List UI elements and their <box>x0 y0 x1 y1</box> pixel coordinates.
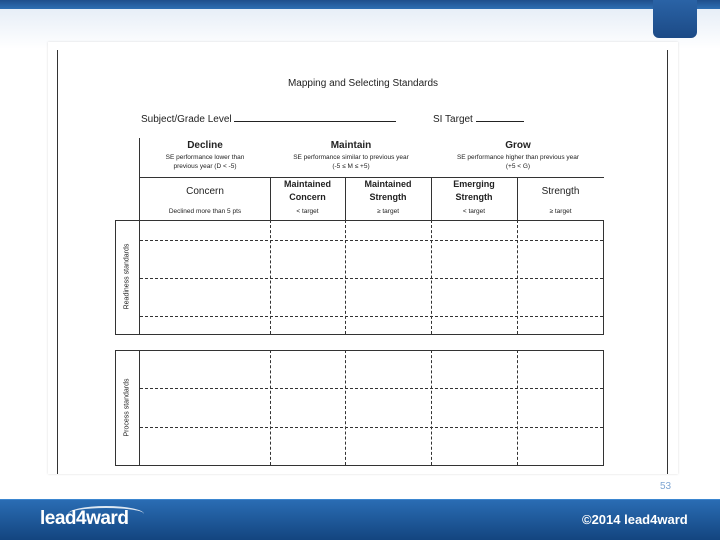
decline-header: Decline <box>187 140 223 151</box>
readiness-top <box>115 220 604 221</box>
readiness-row-dash-3 <box>140 316 603 317</box>
maintain-desc-2: (-5 ≤ M ≤ +5) <box>332 163 370 170</box>
subcol-maintained-strength-1: Maintained <box>364 179 412 189</box>
subcol-emerging-strength-1: Emerging <box>453 179 495 189</box>
maintain-header: Maintain <box>330 140 372 151</box>
readiness-standards-label: Readiness standards <box>123 243 131 310</box>
subject-grade-blank <box>234 112 396 122</box>
top-bar <box>0 0 720 9</box>
readiness-bottom <box>115 334 604 335</box>
subcol-emerging-strength-2: Strength <box>455 192 493 202</box>
decline-desc-1: SE performance lower than <box>165 154 245 161</box>
decline-desc-2: previous year (D < -5) <box>173 163 237 170</box>
page-edge-left <box>57 50 58 474</box>
grow-desc-1: SE performance higher than previous year <box>456 154 580 161</box>
process-col-dash-4 <box>517 350 518 465</box>
copyright-text: ©2014 lead4ward <box>582 512 688 527</box>
readiness-left <box>115 220 116 335</box>
process-bottom <box>115 465 604 466</box>
subcol-maintained-concern-1: Maintained <box>283 179 331 189</box>
header-col-line-4 <box>517 177 518 220</box>
corner-tab <box>653 0 697 38</box>
process-col-dash-2 <box>345 350 346 465</box>
process-top <box>115 350 604 351</box>
subcol-maintained-strength-2: Strength <box>369 192 407 202</box>
subject-grade-label: Subject/Grade Level <box>141 114 232 125</box>
worksheet-document <box>48 42 678 474</box>
process-standards-label: Process standards <box>123 378 131 437</box>
page-edge-right <box>667 50 668 474</box>
si-target-label: SI Target <box>433 114 473 125</box>
process-col-dash-3 <box>431 350 432 465</box>
note-emerging-strength: < target <box>462 208 486 215</box>
si-target-field <box>433 112 524 125</box>
note-strength: ≥ target <box>549 208 572 215</box>
subcol-concern: Concern <box>186 186 224 197</box>
header-border-left <box>139 138 140 220</box>
grow-header: Grow <box>505 140 531 151</box>
header-divider <box>139 177 604 178</box>
slide-number: 53 <box>660 481 672 492</box>
readiness-row-dash-2 <box>140 278 603 279</box>
header-col-line-3 <box>431 177 432 220</box>
subcol-strength: Strength <box>541 186 580 197</box>
document-title: Mapping and Selecting Standards <box>287 78 439 89</box>
note-maintained-strength: ≥ target <box>377 208 399 215</box>
process-right <box>603 350 604 466</box>
grow-desc-2: (+5 < G) <box>505 163 531 170</box>
si-target-blank <box>476 112 524 122</box>
readiness-right <box>603 220 604 335</box>
process-row-dash-1 <box>140 388 603 389</box>
process-col-dash-1 <box>270 350 271 465</box>
note-maintained-concern: < target <box>296 208 319 215</box>
lead4ward-logo: lead4ward <box>40 508 129 529</box>
header-col-line-1 <box>270 177 271 220</box>
subject-grade-field <box>141 112 396 125</box>
subcol-maintained-concern-2: Concern <box>289 192 326 202</box>
readiness-row-dash-1 <box>140 240 603 241</box>
process-row-dash-2 <box>140 427 603 428</box>
note-concern: Declined more than 5 pts <box>168 208 242 215</box>
process-label-divider <box>139 350 140 466</box>
header-col-line-2 <box>345 177 346 220</box>
maintain-desc-1: SE performance similar to previous year <box>293 154 409 161</box>
process-left <box>115 350 116 466</box>
